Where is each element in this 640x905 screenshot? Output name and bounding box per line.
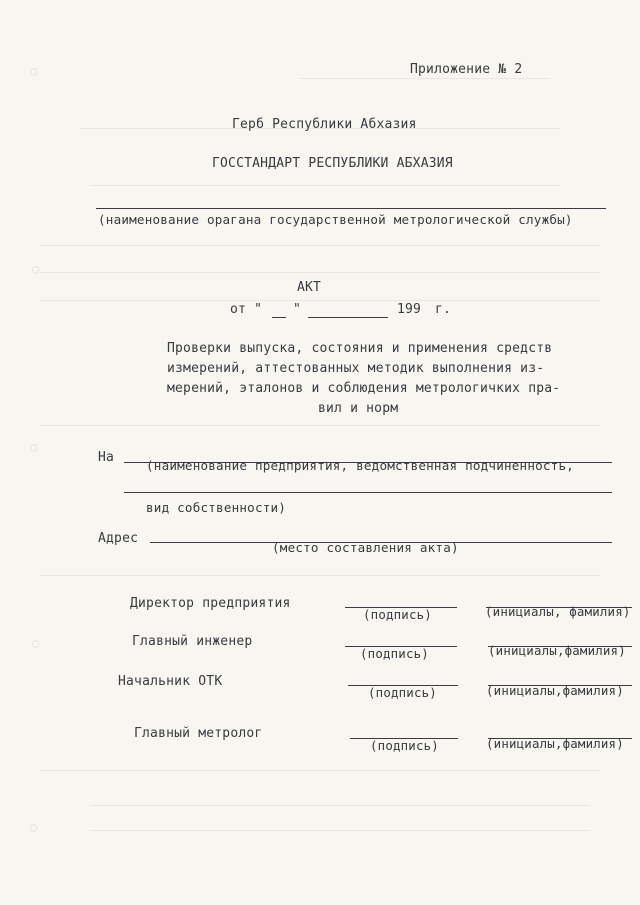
agency-name-line <box>96 208 606 209</box>
recipient-line-2 <box>124 492 612 493</box>
agency-title: ГОССТАНДАРТ РЕСПУБЛИКИ АБХАЗИЯ <box>212 156 453 171</box>
bleed-through-line <box>90 830 590 831</box>
appendix-label: Приложение № 2 <box>410 62 523 77</box>
agency-name-caption: (наименование орагана государственной метрологической службы) <box>98 212 573 227</box>
act-date-prefix: от " <box>230 302 263 317</box>
act-title: АКТ <box>297 280 322 295</box>
punch-hole-mark: ◌ <box>32 636 40 650</box>
bleed-through-line <box>40 425 600 426</box>
act-year: 199 <box>397 302 422 317</box>
bleed-through-line <box>90 805 590 806</box>
signature-caption: (подпись) <box>363 607 432 622</box>
signatory-role: Главный инженер <box>132 634 253 649</box>
recipient-caption-1: (наименование предприятия, ведомственная подчиненность, <box>146 458 575 473</box>
address-caption: (место составления акта) <box>272 540 459 555</box>
purpose-line-3: мерений, эталонов и соблюдения метрологичких пра- <box>167 381 561 396</box>
purpose-line-2: измерений, аттестованных методик выполнения из- <box>167 361 545 376</box>
act-date-quote: " <box>293 302 302 317</box>
signatory-role: Директор предприятия <box>130 596 291 611</box>
act-year-suffix: г. <box>435 302 452 317</box>
purpose-line-1: Проверки выпуска, состояния и применения средств <box>167 341 553 356</box>
recipient-caption-2: вид собственности) <box>146 500 287 515</box>
bleed-through-line <box>90 185 560 186</box>
punch-hole-mark: ◌ <box>30 440 38 454</box>
coat-of-arms-label: Герб Республики Абхазия <box>232 117 417 132</box>
bleed-through-line <box>300 78 550 79</box>
recipient-label: На <box>98 450 115 465</box>
bleed-through-line <box>40 575 600 576</box>
signature-caption: (подпись) <box>368 685 437 700</box>
bleed-through-line <box>40 245 600 246</box>
address-label: Адрес <box>98 531 139 546</box>
act-day-line <box>272 317 286 318</box>
name-caption: (инициалы,фамилия) <box>486 683 624 698</box>
name-caption: (инициалы,фамилия) <box>486 736 624 751</box>
name-caption: (инициалы, фамилия) <box>485 604 631 619</box>
bleed-through-line <box>40 272 600 273</box>
bleed-through-line <box>40 770 600 771</box>
signatory-role: Главный метролог <box>134 726 263 741</box>
punch-hole-mark: ◌ <box>30 64 38 78</box>
purpose-line-4: вил и норм <box>318 401 399 416</box>
signature-caption: (подпись) <box>360 646 429 661</box>
punch-hole-mark: ◌ <box>32 262 40 276</box>
punch-hole-mark: ◌ <box>30 820 38 834</box>
name-caption: (инициалы,фамилия) <box>488 643 626 658</box>
signatory-role: Начальник ОТК <box>118 674 223 689</box>
signature-caption: (подпись) <box>370 738 439 753</box>
bleed-through-line <box>40 300 600 301</box>
act-month-line <box>308 317 388 318</box>
